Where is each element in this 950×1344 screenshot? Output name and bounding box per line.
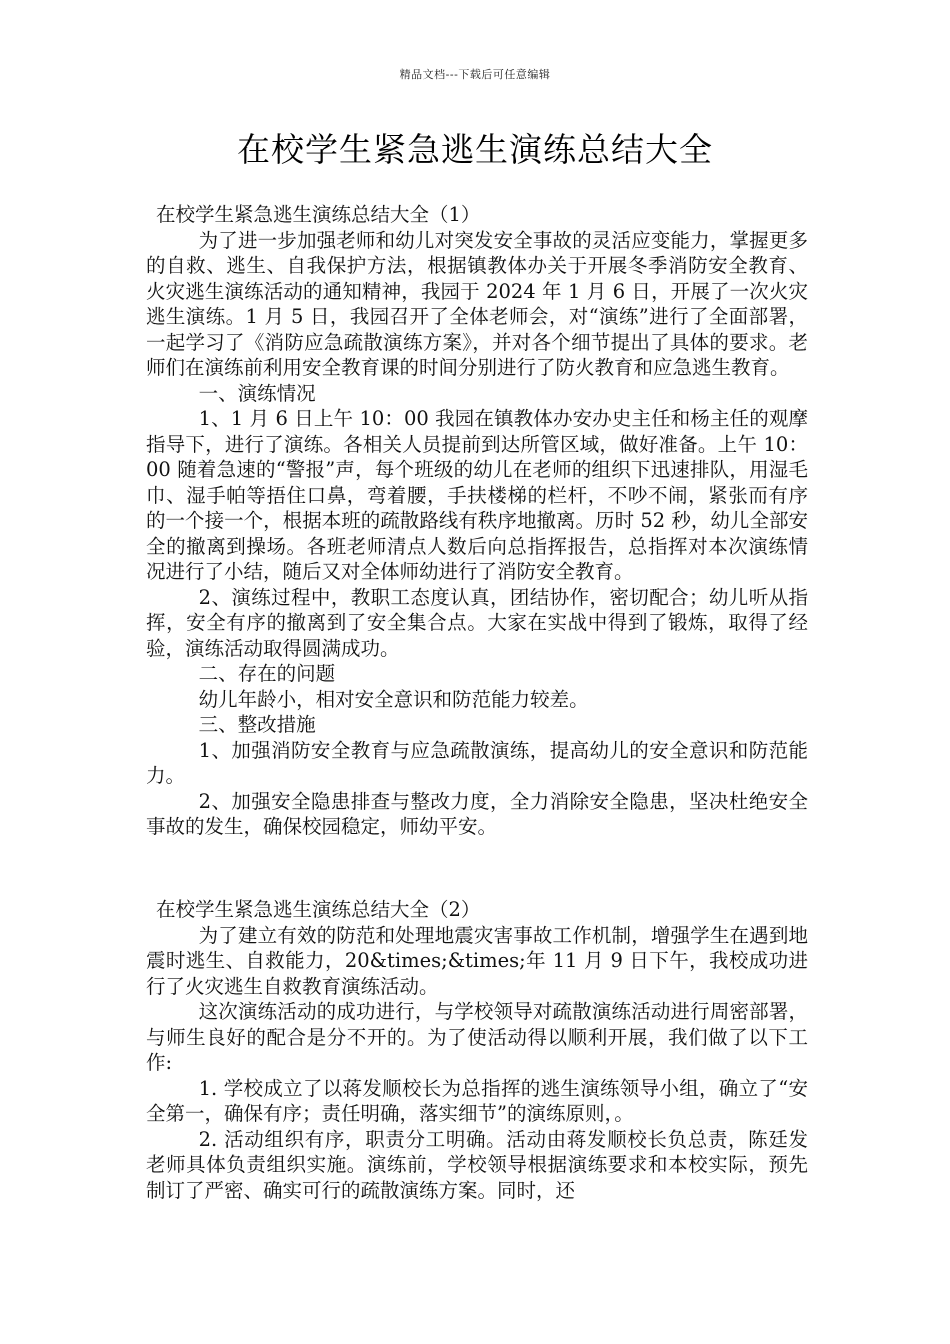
paragraph: 为了建立有效的防范和处理地震灾害事故工作机制，增强学生在遇到地震时逃生、自救能力，20&times;&times;年 11 月 9 日下午，我校成功进行了火灾逃生自救教育演练活动。: [146, 923, 808, 998]
paragraph: 幼儿年龄小，相对安全意识和防范能力较差。: [198, 687, 589, 711]
paragraph: 2. 活动组织有序，职责分工明确。活动由蒋发顺校长负总责，陈廷发老师具体负责组织实施。演练前，学校领导根据演练要求和本校实际，预先制订了严密、确实可行的疏散演练方案。同时，还: [146, 1127, 808, 1202]
section-1: [146, 202, 808, 840]
paragraph: 1、加强消防安全教育与应急疏散演练，提高幼儿的安全意识和防范能力。: [146, 738, 808, 787]
subheading: 二、存在的问题: [198, 662, 336, 685]
paragraph: 2、加强安全隐患排查与整改力度，全力消除安全隐患，坚决杜绝安全事故的发生，确保校园稳定，师幼平安。: [146, 789, 808, 838]
subheading: 一、演练情况: [198, 381, 316, 405]
paragraph: 为了进一步加强老师和幼儿对突发安全事故的灵活应变能力，掌握更多的自救、逃生、自我保护方法，根据镇教体办关于开展冬季消防安全教育、火灾逃生演练活动的通知精神，我园于 2024 年 1 月 6 日，开展了一次火灾逃生演练。1 月 5 日，我园召开了全体老师会，对“演练”进行了全面部署，一起学习了《消防应急疏散演练方案》，并对各个细节提出了具体的要求。老师们在演练前利用安全教育课的时间分别进行了防火教育和应急逃生教育。: [146, 228, 808, 379]
paragraph: 这次演练活动的成功进行，与学校领导对疏散演练活动进行周密部署，与师生良好的配合是分不开的。为了使活动得以顺利开展，我们做了以下工作:: [146, 1000, 808, 1074]
section-2: [146, 897, 808, 1203]
header-note: 精品文档---下载后可任意编辑: [399, 68, 551, 81]
subheading: 三、整改措施: [198, 713, 316, 736]
paragraph: 1、1 月 6 日上午 10：00 我园在镇教体办安办史主任和杨主任的观摩指导下，进行了演练。各相关人员提前到达所管区域，做好准备。上午 10：00 随着急速的“警报”声，每个班级的幼儿在老师的组织下迅速排队，用湿毛巾、湿手帕等捂住口鼻，弯着腰，手扶楼梯的栏杆，不吵不闹，紧张而有序的一个接一个，根据本班的疏散路线有秩序地撤离。历时 52 秒，幼儿全部安全的撤离到操场。各班老师清点人数后向总指挥报告，总指挥对本次演练情况进行了小结，随后又对全体师幼进行了消防安全教育。: [146, 407, 808, 583]
section-heading: 在校学生紧急逃生演练总结大全（1）: [156, 203, 481, 226]
paragraph: 1. 学校成立了以蒋发顺校长为总指挥的逃生演练领导小组，确立了“安全第一，确保有序；责任明确，落实细节”的演练原则，。: [146, 1076, 808, 1125]
section-heading: 在校学生紧急逃生演练总结大全（2）: [156, 898, 481, 921]
paragraph: 2、演练过程中，教职工态度认真，团结协作，密切配合；幼儿听从指挥，安全有序的撤离到了安全集合点。大家在实战中得到了锻炼，取得了经验，演练活动取得圆满成功。: [146, 585, 808, 660]
page-title: 在校学生紧急逃生演练总结大全: [237, 130, 713, 169]
